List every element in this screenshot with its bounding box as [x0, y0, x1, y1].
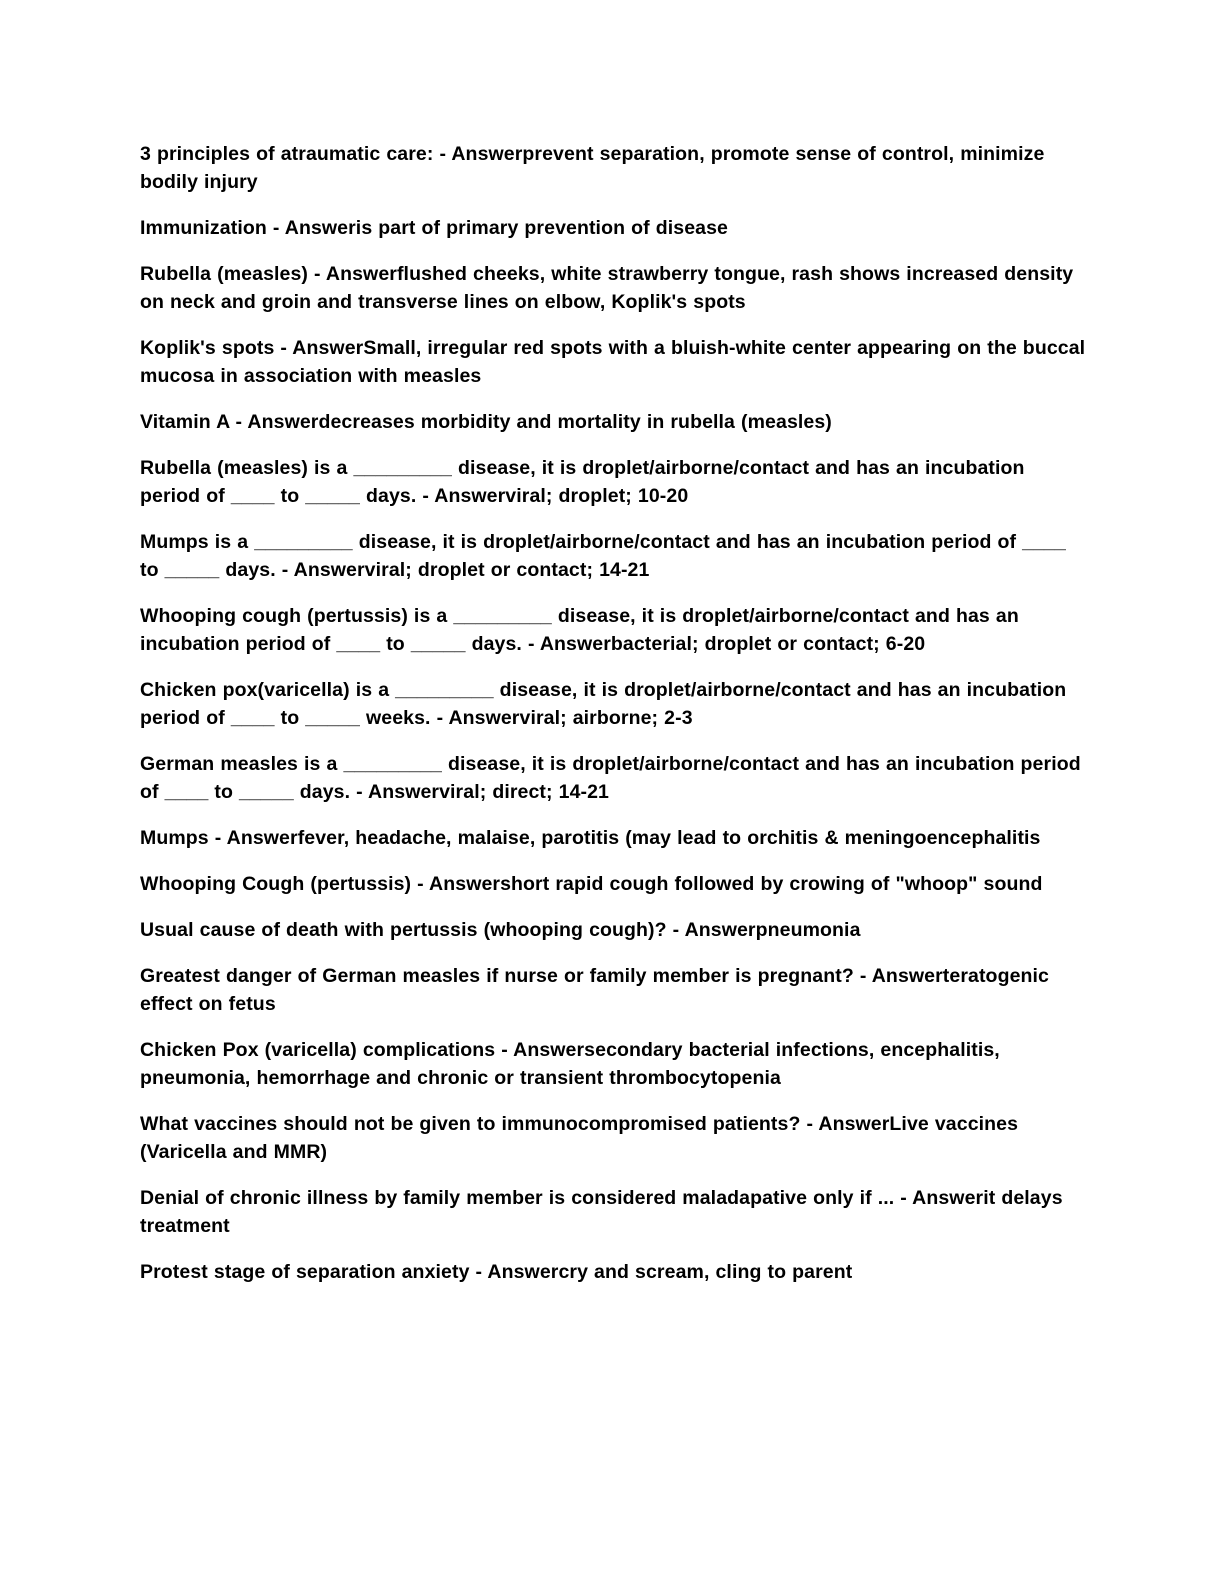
paragraph: Koplik's spots - AnswerSmall, irregular red spots with a bluish-white center appearing on the buccal mucosa in association with measles [140, 337, 1086, 387]
paragraph: Greatest danger of German measles if nurse or family member is pregnant? - Answerteratogenic effect on fetus [140, 965, 1049, 1015]
paragraph: Immunization - Answeris part of primary prevention of disease [140, 217, 728, 239]
paragraph: Vitamin A - Answerdecreases morbidity and mortality in rubella (measles) [140, 411, 832, 433]
paragraph: Rubella (measles) is a _________ disease, it is droplet/airborne/contact and has an incubation period of ____ to _____ days. - Answerviral; droplet; 10-20 [140, 457, 1025, 507]
paragraph: Protest stage of separation anxiety - Answercry and scream, cling to parent [140, 1261, 853, 1283]
paragraph: Chicken pox(varicella) is a _________ disease, it is droplet/airborne/contact and has an incubation period of ____ to _____ weeks. - Answerviral; airborne; 2-3 [140, 679, 1067, 729]
paragraph: 3 principles of atraumatic care: - Answerprevent separation, promote sense of control, minimize bodily injury [140, 143, 1045, 193]
paragraph: Rubella (measles) - Answerflushed cheeks, white strawberry tongue, rash shows increased density on neck and groin and transverse lines on elbow, Koplik's spots [140, 263, 1074, 313]
paragraph: Usual cause of death with pertussis (whooping cough)? - Answerpneumonia [140, 919, 861, 941]
paragraph: Chicken Pox (varicella) complications - Answersecondary bacterial infections, encephalitis, pneumonia, hemorrhage and chronic or transient thrombocytopenia [140, 1039, 1000, 1089]
paragraph: German measles is a _________ disease, it is droplet/airborne/contact and has an incubation period of ____ to _____ days. - Answerviral; direct; 14-21 [140, 753, 1081, 803]
paragraph: Mumps is a _________ disease, it is droplet/airborne/contact and has an incubation period of ____ to _____ days. - Answerviral; droplet or contact; 14-21 [140, 531, 1066, 581]
paragraph: Denial of chronic illness by family member is considered maladapative only if ... - Answerit delays treatment [140, 1187, 1063, 1237]
paragraph: Whooping cough (pertussis) is a _________ disease, it is droplet/airborne/contact and has an incubation period of ____ to _____ days. - Answerbacterial; droplet or contact; 6-20 [140, 605, 1019, 655]
paragraph: Whooping Cough (pertussis) - Answershort rapid cough followed by crowing of "whoop" sound [140, 873, 1043, 895]
paragraph: Mumps - Answerfever, headache, malaise, parotitis (may lead to orchitis & meningoencephalitis [140, 827, 1041, 849]
paragraph: What vaccines should not be given to immunocompromised patients? - AnswerLive vaccines (Varicella and MMR) [140, 1113, 1019, 1163]
document-body [140, 140, 1088, 1304]
